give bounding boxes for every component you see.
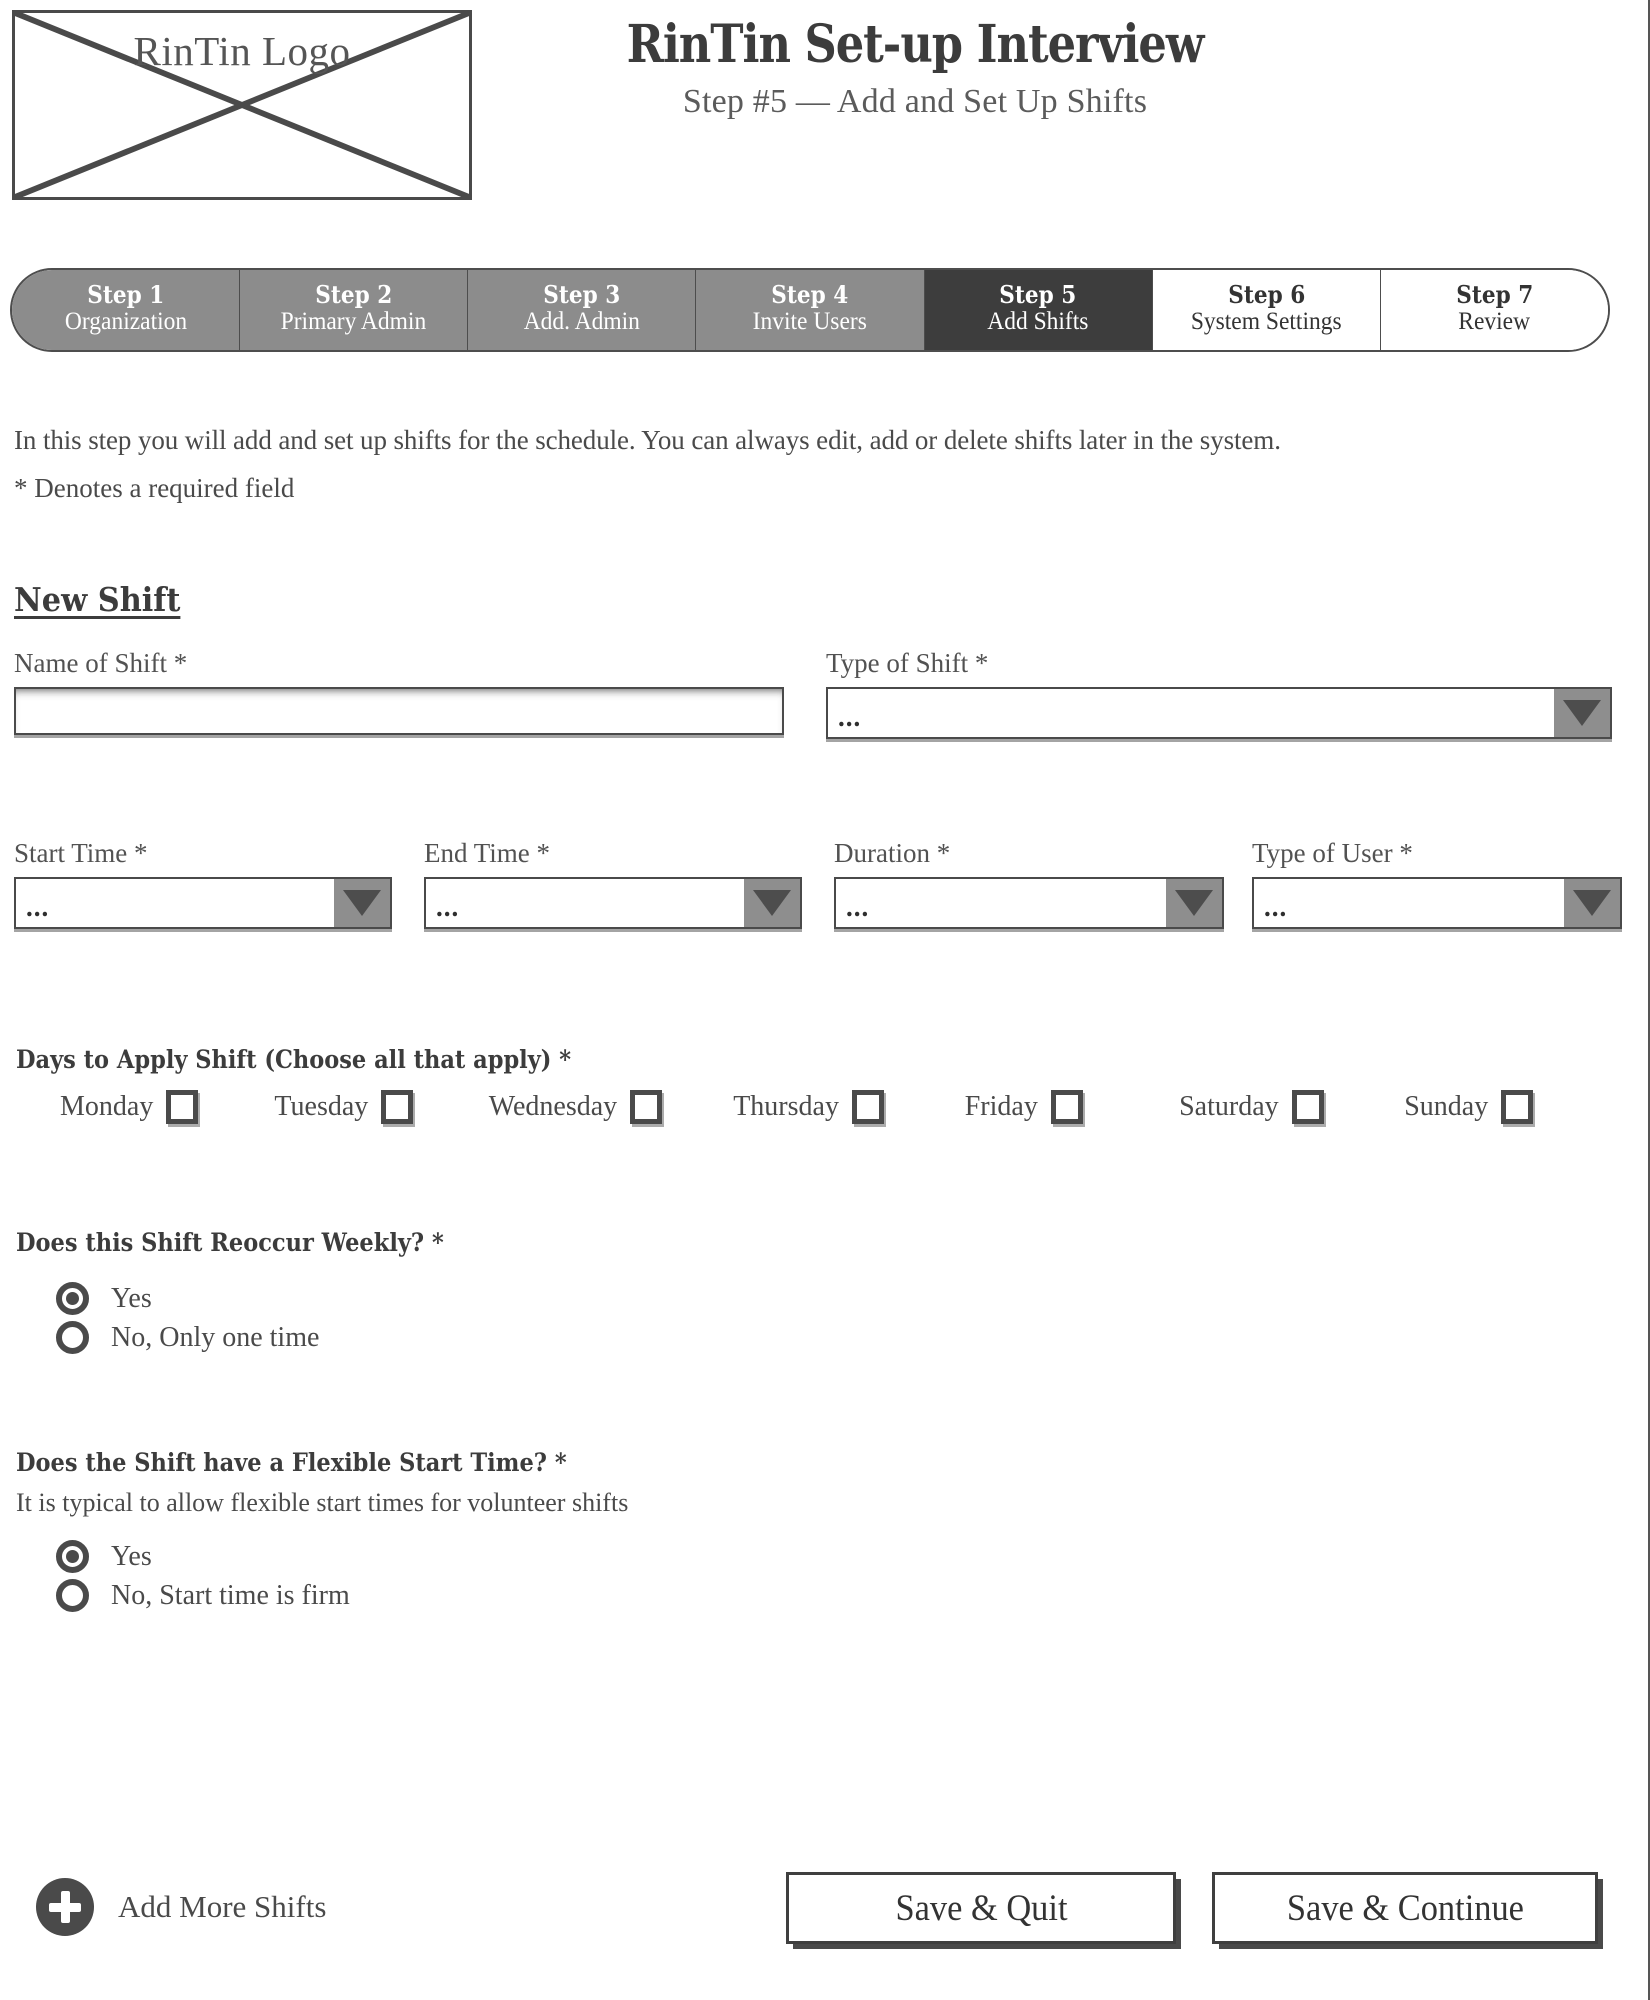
radio-label: No, Start time is firm — [111, 1579, 350, 1611]
flexible-start-label: Does the Shift have a Flexible Start Time? * — [16, 1448, 567, 1477]
checkbox-icon[interactable] — [1292, 1090, 1324, 1124]
page-header — [0, 0, 1648, 210]
checkbox-icon[interactable] — [1501, 1090, 1533, 1124]
step-number: Step 2 — [315, 279, 393, 309]
field-label: Type of User * — [1252, 838, 1413, 868]
step-tab-2[interactable] — [240, 270, 468, 350]
radio-icon[interactable] — [56, 1321, 89, 1354]
select-value: ... — [838, 702, 862, 732]
section-title-new-shift: New Shift — [14, 580, 181, 619]
select-value: ... — [436, 892, 460, 922]
flexible-start-radio-group — [56, 1540, 350, 1618]
duration-select[interactable] — [834, 877, 1224, 929]
field-label: Start Time * — [14, 838, 148, 868]
save-and-continue-button[interactable] — [1212, 1872, 1598, 1944]
step-number: Step 6 — [1227, 279, 1305, 309]
step-number: Step 5 — [999, 279, 1077, 309]
add-more-shifts-label: Add More Shifts — [118, 1889, 327, 1924]
step-number: Step 1 — [87, 279, 165, 309]
step-label: System Settings — [1190, 308, 1342, 336]
day-checkbox-saturday[interactable] — [1179, 1090, 1404, 1124]
save-and-quit-label: Save & Quit — [894, 1887, 1068, 1929]
radio-label: No, Only one time — [111, 1321, 320, 1353]
day-checkbox-friday[interactable] — [965, 1090, 1179, 1124]
field-label: Name of Shift * — [14, 648, 188, 678]
field-label: End Time * — [424, 838, 551, 868]
day-label: Thursday — [733, 1091, 839, 1122]
day-label: Sunday — [1404, 1091, 1489, 1122]
name-of-shift-input[interactable] — [14, 687, 784, 735]
days-checkbox-group — [60, 1090, 1580, 1124]
field-duration — [834, 838, 1224, 929]
day-label: Saturday — [1179, 1091, 1279, 1122]
select-value: ... — [26, 892, 50, 922]
radio-icon-selected[interactable] — [56, 1282, 89, 1315]
step-number: Step 4 — [771, 279, 849, 309]
required-field-note: * Denotes a required field — [14, 473, 295, 503]
day-checkbox-wednesday[interactable] — [489, 1090, 733, 1124]
logo-text: RinTin Logo — [133, 28, 351, 74]
end-time-select[interactable] — [424, 877, 802, 929]
field-name-of-shift — [14, 648, 784, 735]
checkbox-icon[interactable] — [852, 1090, 884, 1124]
field-label: Type of Shift * — [826, 648, 989, 678]
step-progress-bar — [10, 268, 1610, 352]
chevron-down-icon[interactable] — [1564, 879, 1620, 927]
type-of-user-select[interactable] — [1252, 877, 1622, 929]
reoccur-weekly-radio-group — [56, 1282, 319, 1360]
title-block — [470, 14, 1360, 121]
page-title: RinTin Set-up Interview — [626, 14, 1204, 75]
reoccur-option-yes[interactable] — [56, 1282, 319, 1315]
day-label: Wednesday — [488, 1091, 618, 1122]
add-more-shifts-button[interactable] — [36, 1878, 326, 1936]
step-description: In this step you will add and set up shifts for the schedule. You can always edit, add or delete shifts later in the system. — [14, 425, 1281, 455]
field-type-of-shift — [826, 648, 1612, 739]
chevron-down-icon[interactable] — [744, 879, 800, 927]
chevron-down-icon[interactable] — [1554, 689, 1610, 737]
logo-placeholder — [12, 10, 472, 200]
step-tab-6[interactable] — [1153, 270, 1381, 350]
select-value: ... — [846, 892, 870, 922]
checkbox-icon[interactable] — [1051, 1090, 1083, 1124]
step-tab-3[interactable] — [468, 270, 696, 350]
day-checkbox-monday[interactable] — [60, 1090, 274, 1124]
checkbox-icon[interactable] — [381, 1090, 413, 1124]
start-time-select[interactable] — [14, 877, 392, 929]
field-end-time — [424, 838, 802, 929]
save-and-quit-button[interactable] — [786, 1872, 1176, 1944]
step-tab-1[interactable] — [12, 270, 240, 350]
day-checkbox-sunday[interactable] — [1404, 1090, 1580, 1124]
reoccur-option-no[interactable] — [56, 1321, 319, 1354]
field-start-time — [14, 838, 392, 929]
page-subtitle: Step #5 — Add and Set Up Shifts — [682, 82, 1148, 120]
flexible-option-yes[interactable] — [56, 1540, 350, 1573]
flexible-start-help-text: It is typical to allow flexible start times for volunteer shifts — [16, 1488, 629, 1517]
step-tab-5[interactable] — [925, 270, 1153, 350]
step-tab-4[interactable] — [696, 270, 924, 350]
chevron-down-icon[interactable] — [334, 879, 390, 927]
step-label: Primary Admin — [280, 308, 427, 336]
step-label: Organization — [64, 308, 187, 336]
plus-circle-icon[interactable] — [36, 1878, 94, 1936]
day-label: Monday — [60, 1091, 154, 1122]
chevron-down-icon[interactable] — [1166, 879, 1222, 927]
type-of-shift-select[interactable] — [826, 687, 1612, 739]
step-number: Step 3 — [543, 279, 621, 309]
checkbox-icon[interactable] — [166, 1090, 198, 1124]
step-label: Review — [1458, 308, 1531, 336]
radio-icon[interactable] — [56, 1579, 89, 1612]
step-number: Step 7 — [1455, 279, 1533, 309]
step-label: Add. Admin — [523, 308, 640, 336]
step-label: Add Shifts — [987, 308, 1089, 336]
field-label: Duration * — [834, 838, 951, 868]
day-label: Tuesday — [274, 1091, 369, 1122]
step-label: Invite Users — [752, 308, 868, 336]
select-value: ... — [1264, 892, 1288, 922]
day-checkbox-thursday[interactable] — [733, 1090, 965, 1124]
radio-label: Yes — [111, 1282, 152, 1314]
save-and-continue-label: Save & Continue — [1286, 1887, 1524, 1929]
day-checkbox-tuesday[interactable] — [274, 1090, 488, 1124]
flexible-option-no[interactable] — [56, 1579, 350, 1612]
days-to-apply-label: Days to Apply Shift (Choose all that apply) * — [16, 1045, 572, 1074]
radio-icon-selected[interactable] — [56, 1540, 89, 1573]
checkbox-icon[interactable] — [630, 1090, 662, 1124]
field-type-of-user — [1252, 838, 1622, 929]
step-tab-7[interactable] — [1381, 270, 1608, 350]
reoccur-weekly-label: Does this Shift Reoccur Weekly? * — [16, 1228, 444, 1257]
radio-label: Yes — [111, 1540, 152, 1572]
day-label: Friday — [964, 1091, 1038, 1122]
